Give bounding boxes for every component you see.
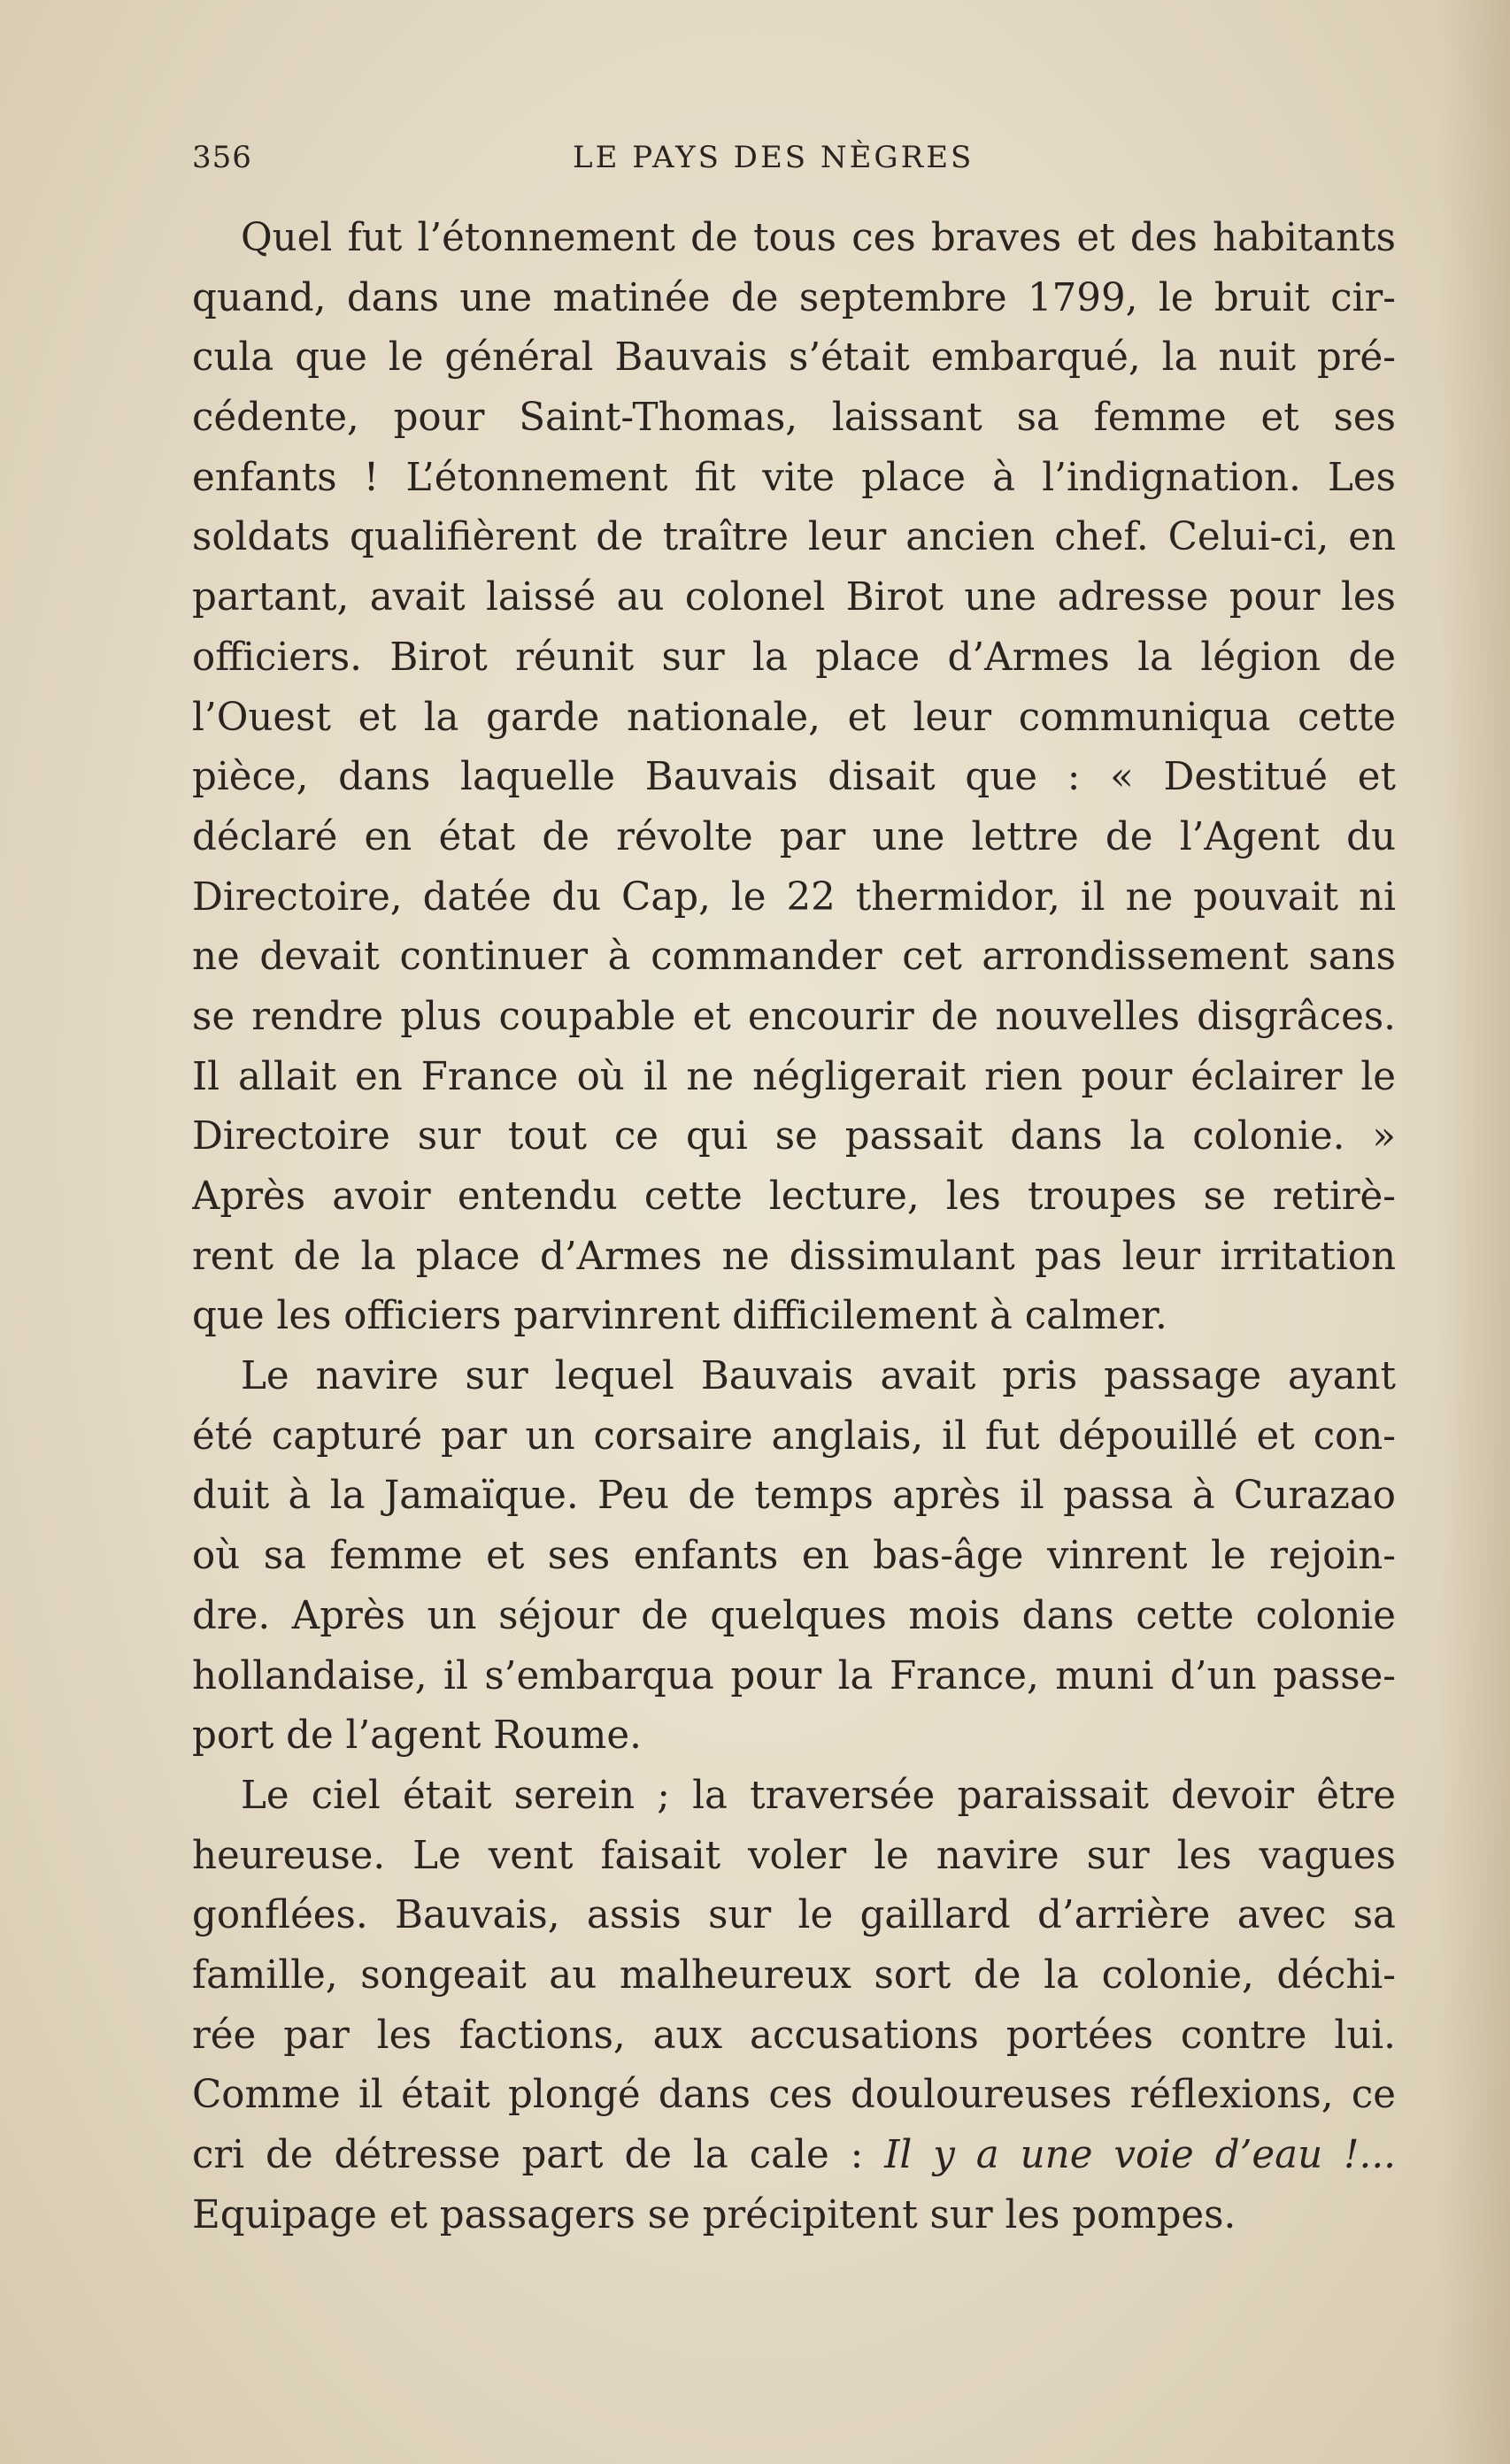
text-line: rent de la place d’Armes ne dissimulant pas leur irritation: [192, 1234, 1396, 1279]
running-header: [192, 140, 1396, 184]
text-fragment: cri de détresse part de la cale :: [192, 2133, 885, 2177]
text-line: ne devait continuer à commander cet arrondissement sans: [192, 935, 1396, 980]
text-line: cédente, pour Saint-Thomas, laissant sa femme et ses: [192, 396, 1396, 441]
page-edge-shadow: [1439, 0, 1510, 2464]
text-line: déclaré en état de révolte par une lettre de l’Agent du: [192, 814, 1396, 859]
text-line: été capturé par un corsaire anglais, il fut dépouillé et con-: [192, 1413, 1396, 1459]
text-line: duit à la Jamaïque. Peu de temps après il passa à Curazao: [192, 1474, 1396, 1519]
text-line: cula que le général Bauvais s’était embarqué, la nuit pré-: [192, 335, 1396, 381]
text-line: partant, avait laissé au colonel Birot une adresse pour les: [192, 575, 1396, 620]
running-title: LE PAYS DES NÈGRES: [573, 140, 975, 175]
text-line: gonflées. Bauvais, assis sur le gaillard d’arrière avec sa: [192, 1893, 1396, 1938]
text-line: soldats qualifièrent de traître leur ancien chef. Celui-ci, en: [192, 515, 1396, 560]
text-line-with-italic: [192, 2126, 1396, 2186]
text-line: officiers. Birot réunit sur la place d’Armes la légion de: [192, 635, 1396, 680]
text-line: quand, dans une matinée de septembre 1799, le bruit cir-: [192, 275, 1396, 320]
text-line: enfants ! L’étonnement fit vite place à l’indignation. Les: [192, 455, 1396, 500]
italic-exclamation: Il y a une voie d’eau !...: [884, 2133, 1396, 2177]
text-line: port de l’agent Roume.: [192, 1713, 642, 1759]
text-line: se rendre plus coupable et encourir de nouvelles disgrâces.: [192, 994, 1396, 1039]
page-number: 356: [192, 140, 252, 175]
text-line: Quel fut l’étonnement de tous ces braves et des habitants: [241, 216, 1396, 260]
text-line: Equipage et passagers se précipitent sur les pompes.: [192, 2192, 1237, 2237]
text-line: heureuse. Le vent faisait voler le navire sur les vagues: [192, 1833, 1396, 1878]
text-line: famille, songeait au malheureux sort de la colonie, déchi-: [192, 1952, 1396, 1998]
text-line: Comme il était plongé dans ces douloureuses réflexions, ce: [192, 2073, 1396, 2118]
text-line: Le ciel était serein ; la traversée paraissait devoir être: [241, 1773, 1396, 1818]
text-line: Directoire, datée du Cap, le 22 thermidor, il ne pouvait ni: [192, 874, 1396, 920]
text-line: Directoire sur tout ce qui se passait dans la colonie. »: [192, 1114, 1396, 1159]
text-line: Le navire sur lequel Bauvais avait pris passage ayant: [241, 1354, 1396, 1399]
text-line: rée par les factions, aux accusations portées contre lui.: [192, 2013, 1396, 2058]
text-line: que les officiers parvinrent difficilement à calmer.: [192, 1294, 1167, 1339]
text-line: hollandaise, il s’embarqua pour la France, muni d’un passe-: [192, 1653, 1396, 1698]
text-line: Il allait en France où il ne négligerait rien pour éclairer le: [192, 1054, 1396, 1099]
text-line: pièce, dans laquelle Bauvais disait que : « Destitué et: [192, 755, 1396, 800]
text-line: Après avoir entendu cette lecture, les troupes se retirè-: [192, 1174, 1396, 1219]
text-line: l’Ouest et la garde nationale, et leur communiqua cette: [192, 695, 1396, 740]
text-line: dre. Après un séjour de quelques mois dans cette colonie: [192, 1593, 1396, 1638]
text-line: où sa femme et ses enfants en bas-âge vinrent le rejoin-: [192, 1534, 1396, 1579]
body-text: [192, 209, 1396, 2245]
